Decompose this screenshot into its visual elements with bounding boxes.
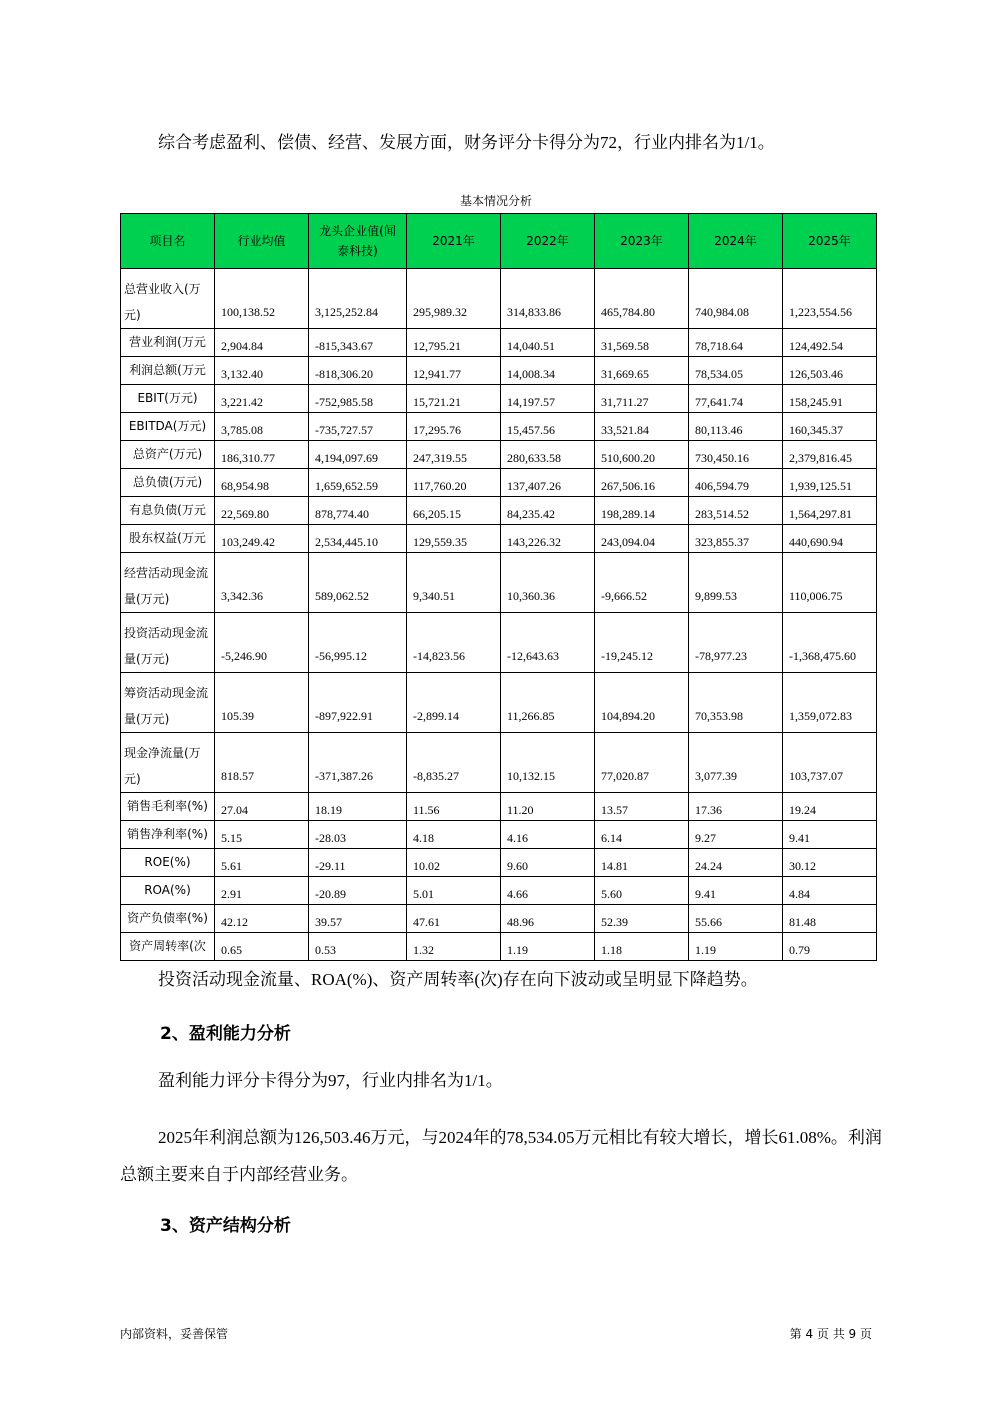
table-cell: 283,514.52 <box>689 497 783 525</box>
header-cell: 2024年 <box>689 214 783 269</box>
table-cell: 24.24 <box>689 849 783 877</box>
table-cell: 77,641.74 <box>689 385 783 413</box>
table-row <box>121 613 877 673</box>
table-cell: 5.61 <box>215 849 309 877</box>
table-cell: 4.18 <box>407 821 501 849</box>
header-cell: 2025年 <box>783 214 877 269</box>
table-cell: 100,138.52 <box>215 269 309 329</box>
table-caption: 基本情况分析 <box>459 194 532 208</box>
table-cell: 31,569.58 <box>595 329 689 357</box>
row-label: 有息负债(万元 <box>121 497 215 525</box>
table-cell: 1,939,125.51 <box>783 469 877 497</box>
table-cell: -8,835.27 <box>407 733 501 793</box>
table-cell: 4,194,097.69 <box>309 441 407 469</box>
table-cell: 1.19 <box>501 933 595 961</box>
table-row <box>121 877 877 905</box>
table-cell: 280,633.58 <box>501 441 595 469</box>
section-heading-asset: 3、资产结构分析 <box>160 1216 291 1236</box>
table-cell: 105.39 <box>215 673 309 733</box>
row-label: 总营业收入(万元) <box>121 269 215 329</box>
table-row <box>121 357 877 385</box>
table-cell: 137,407.26 <box>501 469 595 497</box>
table-cell: 42.12 <box>215 905 309 933</box>
table-cell: 10,132.15 <box>501 733 595 793</box>
footer-confidential: 内部资料，妥善保管 <box>120 1327 229 1341</box>
table-cell: 3,132.40 <box>215 357 309 385</box>
table-row <box>121 933 877 961</box>
table-cell: 9,340.51 <box>407 553 501 613</box>
table-cell: 30.12 <box>783 849 877 877</box>
table-cell: 247,319.55 <box>407 441 501 469</box>
row-label: 资产负债率(%) <box>121 905 215 933</box>
table-cell: 440,690.94 <box>783 525 877 553</box>
table-cell: 186,310.77 <box>215 441 309 469</box>
table-cell: -1,368,475.60 <box>783 613 877 673</box>
table-cell: -818,306.20 <box>309 357 407 385</box>
section-heading-profit: 2、盈利能力分析 <box>160 1024 291 1044</box>
table-cell: 103,737.07 <box>783 733 877 793</box>
table-cell: 39.57 <box>309 905 407 933</box>
table-cell: 9.41 <box>689 877 783 905</box>
table-cell: 158,245.91 <box>783 385 877 413</box>
table-row <box>121 385 877 413</box>
table-cell: 12,941.77 <box>407 357 501 385</box>
row-label: 经营活动现金流量(万元) <box>121 553 215 613</box>
table-cell: 1,359,072.83 <box>783 673 877 733</box>
table-cell: 22,569.80 <box>215 497 309 525</box>
table-cell: 55.66 <box>689 905 783 933</box>
row-label: 营业利润(万元 <box>121 329 215 357</box>
table-cell: 3,077.39 <box>689 733 783 793</box>
table-cell: -371,387.26 <box>309 733 407 793</box>
table-cell: 66,205.15 <box>407 497 501 525</box>
table-row <box>121 821 877 849</box>
table-cell: -19,245.12 <box>595 613 689 673</box>
table-cell: 17.36 <box>689 793 783 821</box>
table-cell: 5.60 <box>595 877 689 905</box>
table-cell: 465,784.80 <box>595 269 689 329</box>
table-cell: 2,904.84 <box>215 329 309 357</box>
table-cell: 3,342.36 <box>215 553 309 613</box>
intro-paragraph: 综合考虑盈利、偿债、经营、发展方面，财务评分卡得分为72，行业内排名为1/1。 <box>158 133 775 152</box>
table-body <box>121 269 877 961</box>
table-cell: -20.89 <box>309 877 407 905</box>
table-cell: 110,006.75 <box>783 553 877 613</box>
row-label: 销售毛利率(%) <box>121 793 215 821</box>
table-cell: 78,534.05 <box>689 357 783 385</box>
table-cell: -735,727.57 <box>309 413 407 441</box>
row-label: 利润总额(万元 <box>121 357 215 385</box>
table-cell: 14,040.51 <box>501 329 595 357</box>
table-cell: 314,833.86 <box>501 269 595 329</box>
table-cell: 2,534,445.10 <box>309 525 407 553</box>
table-cell: 84,235.42 <box>501 497 595 525</box>
table-cell: -752,985.58 <box>309 385 407 413</box>
table-cell: 143,226.32 <box>501 525 595 553</box>
table-cell: 10,360.36 <box>501 553 595 613</box>
header-cell: 2021年 <box>407 214 501 269</box>
table-row <box>121 469 877 497</box>
table-cell: 730,450.16 <box>689 441 783 469</box>
row-label: ROA(%) <box>121 877 215 905</box>
table-cell: 740,984.08 <box>689 269 783 329</box>
table-cell: -897,922.91 <box>309 673 407 733</box>
table-cell: 77,020.87 <box>595 733 689 793</box>
table-cell: 4.16 <box>501 821 595 849</box>
table-cell: -14,823.56 <box>407 613 501 673</box>
table-cell: 14.81 <box>595 849 689 877</box>
table-cell: 1.32 <box>407 933 501 961</box>
table-cell: 0.53 <box>309 933 407 961</box>
table-row <box>121 441 877 469</box>
table-cell: 78,718.64 <box>689 329 783 357</box>
table-cell: 14,197.57 <box>501 385 595 413</box>
table-cell: 126,503.46 <box>783 357 877 385</box>
table-cell: 2.91 <box>215 877 309 905</box>
header-cell: 项目名 <box>121 214 215 269</box>
table-cell: 52.39 <box>595 905 689 933</box>
table-cell: 12,795.21 <box>407 329 501 357</box>
table-row <box>121 413 877 441</box>
table-row <box>121 553 877 613</box>
table-cell: 11,266.85 <box>501 673 595 733</box>
table-cell: 80,113.46 <box>689 413 783 441</box>
table-cell: 818.57 <box>215 733 309 793</box>
table-cell: 11.56 <box>407 793 501 821</box>
table-row <box>121 497 877 525</box>
table-cell: 3,221.42 <box>215 385 309 413</box>
table-cell: 1,223,554.56 <box>783 269 877 329</box>
table-cell: 47.61 <box>407 905 501 933</box>
table-cell: 6.14 <box>595 821 689 849</box>
row-label: 总资产(万元) <box>121 441 215 469</box>
table-cell: 103,249.42 <box>215 525 309 553</box>
row-label: 筹资活动现金流量(万元) <box>121 673 215 733</box>
table-cell: 81.48 <box>783 905 877 933</box>
table-cell: 198,289.14 <box>595 497 689 525</box>
row-label: 投资活动现金流量(万元) <box>121 613 215 673</box>
table-cell: -5,246.90 <box>215 613 309 673</box>
table-cell: 18.19 <box>309 793 407 821</box>
table-cell: -9,666.52 <box>595 553 689 613</box>
header-cell: 2022年 <box>501 214 595 269</box>
table-row <box>121 329 877 357</box>
table-cell: 104,894.20 <box>595 673 689 733</box>
table-cell: 5.15 <box>215 821 309 849</box>
table-header-row <box>121 214 877 269</box>
table-cell: 3,125,252.84 <box>309 269 407 329</box>
table-row <box>121 849 877 877</box>
table-cell: 878,774.40 <box>309 497 407 525</box>
table-cell: 9.41 <box>783 821 877 849</box>
row-label: 现金净流量(万元) <box>121 733 215 793</box>
table-row <box>121 793 877 821</box>
row-label: ROE(%) <box>121 849 215 877</box>
table-cell: -815,343.67 <box>309 329 407 357</box>
table-cell: 510,600.20 <box>595 441 689 469</box>
table-cell: 3,785.08 <box>215 413 309 441</box>
table-row <box>121 733 877 793</box>
profit-score-paragraph: 盈利能力评分卡得分为97，行业内排名为1/1。 <box>158 1071 503 1090</box>
table-row <box>121 905 877 933</box>
profit-detail-paragraph: 2025年利润总额为126,503.46万元，与2024年的78,534.05万元相比有较大增长，增长61.08%。利润总额主要来自于内部经营业务。 <box>120 1128 882 1184</box>
table-cell: 406,594.79 <box>689 469 783 497</box>
table-cell: 31,669.65 <box>595 357 689 385</box>
row-label: 股东权益(万元 <box>121 525 215 553</box>
financial-table <box>120 213 877 961</box>
table-row <box>121 269 877 329</box>
table-cell: 13.57 <box>595 793 689 821</box>
header-cell: 行业均值 <box>215 214 309 269</box>
table-cell: 9.27 <box>689 821 783 849</box>
header-cell: 2023年 <box>595 214 689 269</box>
row-label: EBITDA(万元) <box>121 413 215 441</box>
table-cell: -56,995.12 <box>309 613 407 673</box>
table-cell: 589,062.52 <box>309 553 407 613</box>
table-cell: 117,760.20 <box>407 469 501 497</box>
table-cell: 10.02 <box>407 849 501 877</box>
table-cell: 48.96 <box>501 905 595 933</box>
table-cell: 4.84 <box>783 877 877 905</box>
table-row <box>121 673 877 733</box>
table-cell: 27.04 <box>215 793 309 821</box>
row-label: 资产周转率(次 <box>121 933 215 961</box>
footer-page-number: 第 4 页 共 9 页 <box>789 1327 872 1341</box>
table-cell: 295,989.32 <box>407 269 501 329</box>
table-cell: 17,295.76 <box>407 413 501 441</box>
table-cell: -12,643.63 <box>501 613 595 673</box>
table-cell: 70,353.98 <box>689 673 783 733</box>
table-cell: 4.66 <box>501 877 595 905</box>
trend-paragraph: 投资活动现金流量、ROA(%)、资产周转率(次)存在向下波动或呈明显下降趋势。 <box>158 970 758 989</box>
table-cell: 14,008.34 <box>501 357 595 385</box>
row-label: 销售净利率(%) <box>121 821 215 849</box>
table-cell: 33,521.84 <box>595 413 689 441</box>
table-cell: 243,094.04 <box>595 525 689 553</box>
table-cell: 129,559.35 <box>407 525 501 553</box>
table-cell: 9.60 <box>501 849 595 877</box>
table-cell: 11.20 <box>501 793 595 821</box>
table-cell: 0.65 <box>215 933 309 961</box>
row-label: EBIT(万元) <box>121 385 215 413</box>
table-cell: 2,379,816.45 <box>783 441 877 469</box>
table-cell: -78,977.23 <box>689 613 783 673</box>
table-cell: 1,659,652.59 <box>309 469 407 497</box>
table-cell: -29.11 <box>309 849 407 877</box>
table-cell: 323,855.37 <box>689 525 783 553</box>
table-cell: 19.24 <box>783 793 877 821</box>
table-cell: 15,721.21 <box>407 385 501 413</box>
table-cell: 0.79 <box>783 933 877 961</box>
table-cell: 9,899.53 <box>689 553 783 613</box>
table-cell: 1,564,297.81 <box>783 497 877 525</box>
table-cell: 15,457.56 <box>501 413 595 441</box>
table-cell: 267,506.16 <box>595 469 689 497</box>
table-cell: 5.01 <box>407 877 501 905</box>
row-label: 总负债(万元) <box>121 469 215 497</box>
table-cell: 31,711.27 <box>595 385 689 413</box>
header-cell: 龙头企业值(闻泰科技) <box>309 214 407 269</box>
table-cell: -2,899.14 <box>407 673 501 733</box>
table-cell: 1.18 <box>595 933 689 961</box>
table-cell: 1.19 <box>689 933 783 961</box>
table-cell: 68,954.98 <box>215 469 309 497</box>
table-cell: 124,492.54 <box>783 329 877 357</box>
table-row <box>121 525 877 553</box>
table-cell: 160,345.37 <box>783 413 877 441</box>
table-cell: -28.03 <box>309 821 407 849</box>
